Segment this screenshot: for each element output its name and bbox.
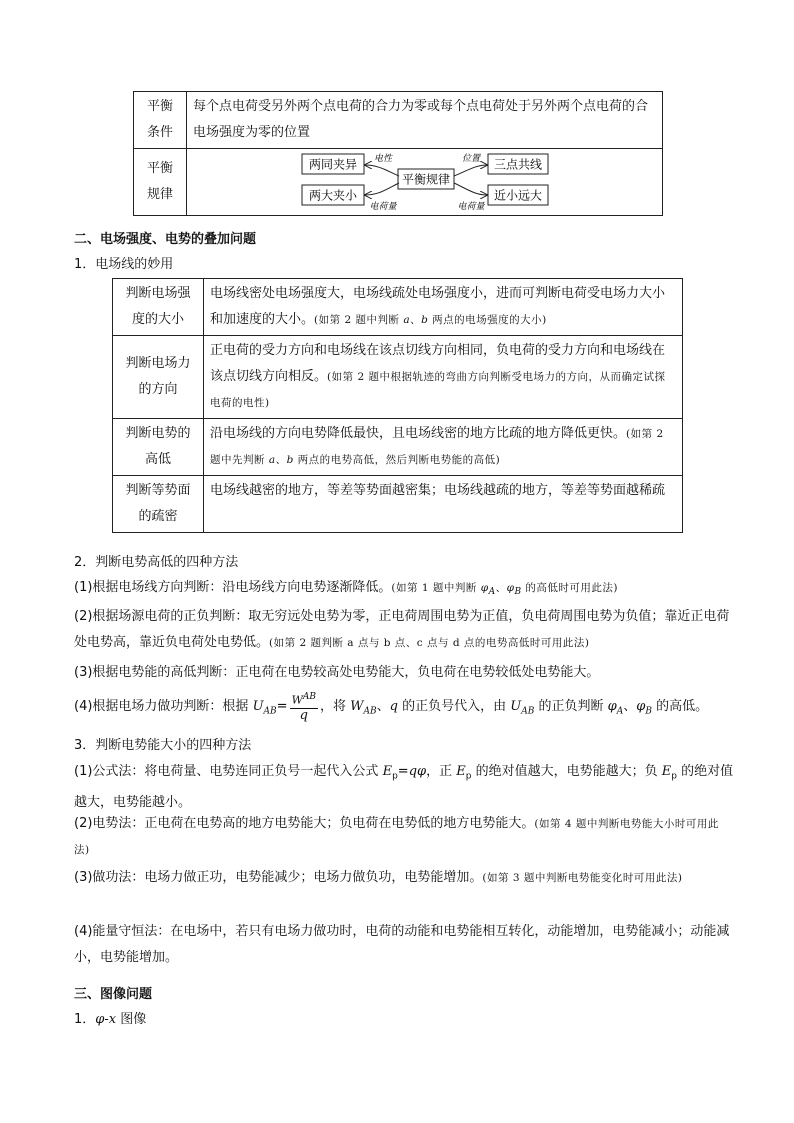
balance-law-diagram: [187, 149, 657, 215]
section2-sub1: 1．电场线的妙用: [74, 257, 174, 272]
balance-condition-label: 平衡 条件: [134, 92, 187, 149]
label-tl: 电性: [373, 154, 393, 164]
balance-law-label: 平衡 规律: [134, 149, 187, 216]
energy3: (3)做功法：电场力做正功，电势能减少；电场力做负功，电势能增加。(如第 3 题中判断电势能变化时可用此法): [74, 870, 683, 885]
text-tl: 两同夹异: [308, 157, 358, 172]
energy4: (4)能量守恒法：在电场中，若只有电场力做功时，电荷的动能和电势能相互转化，动能增加，电势能减小；动能减小，电势能增加。: [74, 924, 730, 965]
row1-text: [204, 279, 683, 336]
method4: (4)根据电场力做功判断：根据 $U_{AB}=$ $\frac{W^{AB}}{q}$ ，将 $W_{AB}$、q 的正负号代入，由 $U_{AB}$ 的正负判断 $\varphi_A$、$\varphi_B$ 的高低。: [74, 692, 709, 723]
text-center: 平衡规律: [401, 172, 451, 187]
energy1: (1)公式法：将电荷量、电势连同正负号一起代入公式 $E_p=q\varphi$，正 $E_p$ 的绝对值越大，电势能越大；负 $E_p$ 的绝对值越大，电势能越小。: [74, 764, 734, 810]
row3-main: 沿电场线的方向电势降低最快，且电场线密的地方比疏的地方降低更快。: [210, 426, 627, 441]
row2-label: 判断电场力 的方向: [113, 336, 204, 419]
row1-note: (如第 2 题中判断 a、b 两点的电场强度的大小): [314, 314, 547, 326]
text-tr: 三点共线: [493, 157, 543, 172]
row2-main: 正电荷的受力方向和电场线在该点切线方向相同，负电荷的受力方向和电场线在该点切线方向相反。: [210, 343, 666, 384]
row1-label: 判断电场强 度的大小: [113, 279, 204, 336]
balance-law-diagram-cell: [187, 149, 663, 216]
row2-text: [204, 336, 683, 419]
section3-title: 三、图像问题: [74, 987, 153, 1002]
row3-text: [204, 419, 683, 476]
row4-label: 判断等势面 的疏密: [113, 476, 204, 533]
field-line-table: [112, 278, 683, 533]
row3-note: (如第 2 题中先判断 a、b 两点的电势高低，然后判断电势能的高低): [210, 428, 664, 466]
text-br: 近小远大: [493, 188, 543, 203]
row3-label: 判断电势的 高低: [113, 419, 204, 476]
energy2: (2)电势法：正电荷在电势高的地方电势能大；负电荷在电势低的地方电势能大。(如第 4 题中判断电势能大小时可用此法): [74, 816, 719, 856]
section2-sub2: 2．判断电势高低的四种方法: [74, 555, 239, 570]
row4-text: 电场线越密的地方，等差等势面越密集；电场线越疏的地方，等差等势面越稀疏: [204, 476, 683, 533]
label-br: 电荷量: [457, 202, 485, 212]
section3-sub1: 1．φ-x 图像: [74, 1012, 147, 1027]
text-bl: 两大夹小: [308, 188, 358, 203]
label-bl: 电荷量: [369, 202, 397, 212]
section2-sub3: 3．判断电势能大小的四种方法: [74, 738, 252, 753]
label-tr: 位置: [461, 154, 481, 164]
balance-table: [133, 91, 663, 216]
balance-condition-text: 每个点电荷受另外两个点电荷的合力为零或每个点电荷处于另外两个点电荷的合电场强度为零的位置: [187, 92, 663, 149]
row1-main: 电场线密处电场强度大，电场线疏处电场强度小，进而可判断电荷受电场力大小和加速度的大小。: [210, 286, 666, 327]
method3: (3)根据电势能的高低判断：正电荷在电势较高处电势能大，负电荷在电势较低处电势能大。: [74, 665, 600, 680]
row2-note: (如第 2 题中根据轨迹的弯曲方向判断受电场力的方向，从而确定试探电荷的电性): [210, 371, 666, 409]
method2: (2)根据场源电荷的正负判断：取无穷远处电势为零，正电荷周围电势为正值，负电荷周围电势为负值；靠近正电荷处电势高，靠近负电荷处电势低。(如第 2 题判断 a 点与 b 点、c 点与 d 点的电势高低时可用此法): [74, 609, 730, 650]
section2-title: 二、电场强度、电势的叠加问题: [74, 232, 257, 247]
method1: (1)根据电场线方向判断：沿电场线方向电势逐渐降低。(如第 1 题中判断 $\varphi_A$、$\varphi_B$ 的高低时可用此法): [74, 580, 618, 598]
